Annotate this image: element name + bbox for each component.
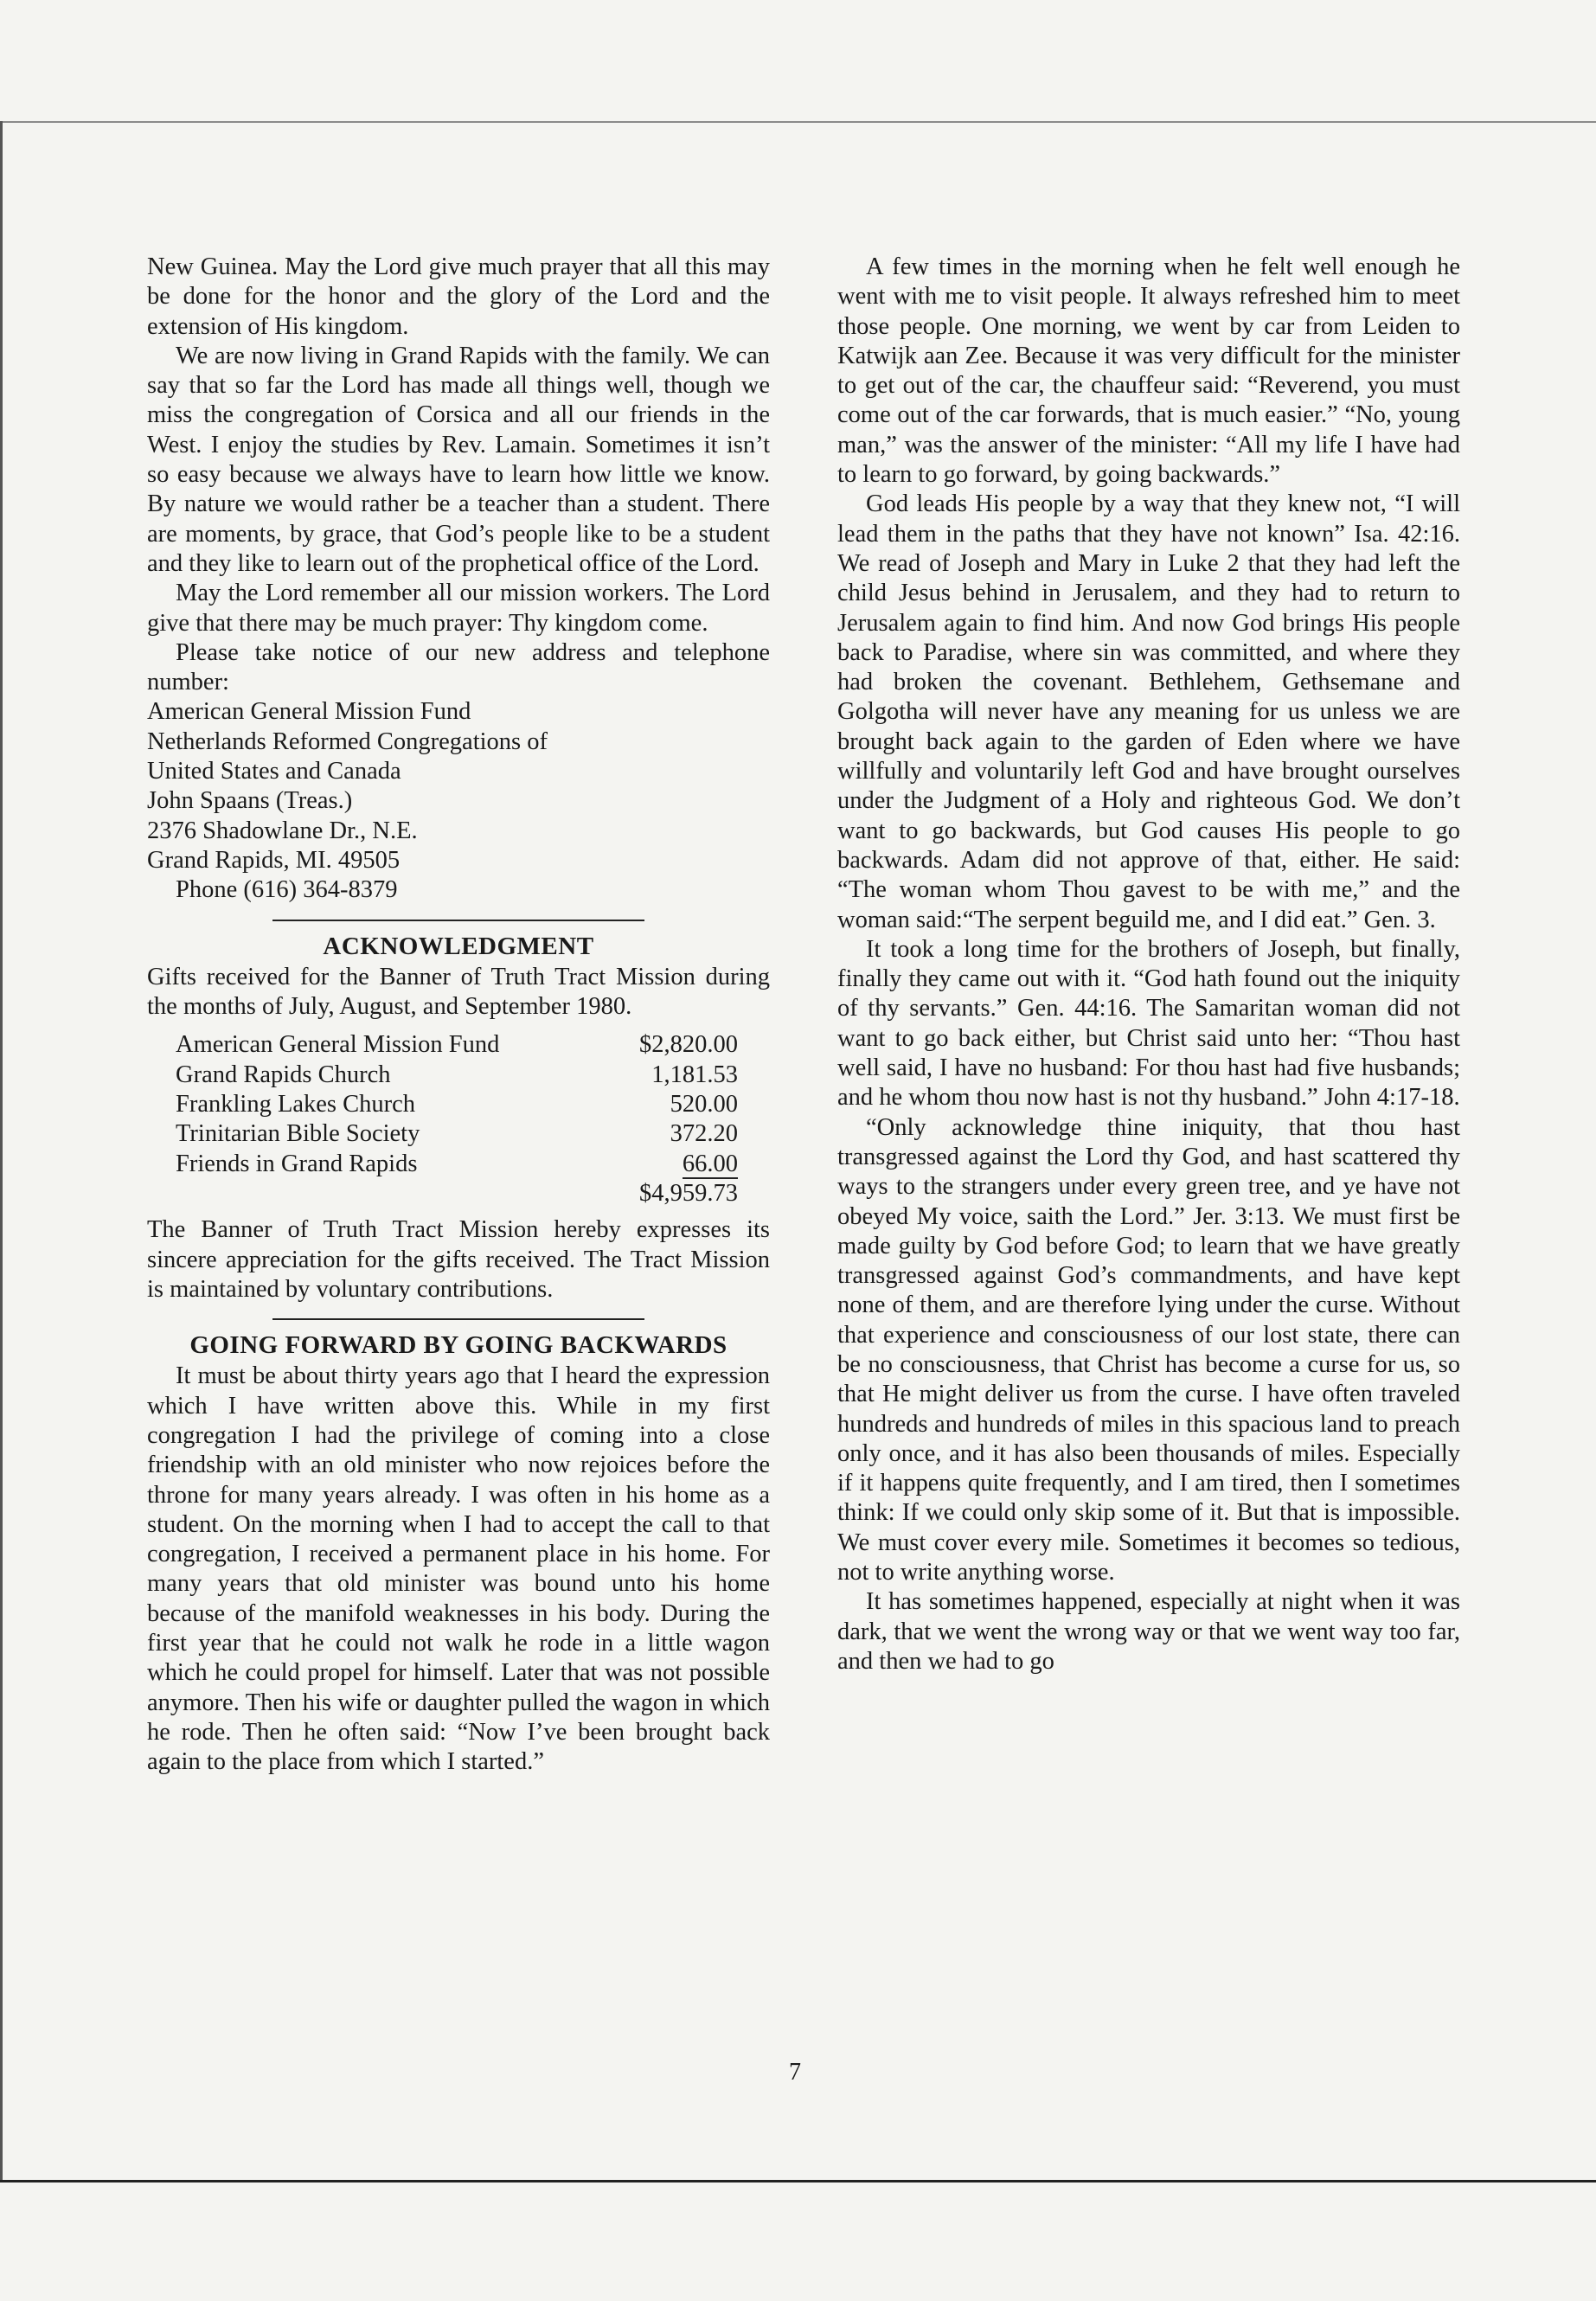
scan-edge-top (0, 121, 1596, 123)
gift-amount: 372.20 (670, 1120, 738, 1148)
right-para-4: “Only acknowledge thine iniquity, that thou hast transgressed against the Lord thy God, and hast scattered thy ways to the strangers under every green tree, and ye have not obeyed My voice, saith the Lord.” Jer. 3:13. We must first be made guilty by God before God; to learn that we have greatly transgressed against God’s commandments, and have kept none of them, and are therefore lying under the curse. Without that experience and consciousness of our lost state, there can be no consciousness, that Christ has become a curse for us, so that He might deliver us from the curse. I have often traveled hundreds and hundreds of miles in this spacious land to preach only once, and it has also been thousands of miles. Especially if it happens quite frequently, and I am tired, then I sometimes think: If we could only skip some of it. But that is impossible. We must cover every mile. Sometimes it becomes so tedious, not to write anything worse. (837, 1113, 1460, 1586)
gifts-table (176, 1030, 738, 1208)
page-number: 7 (789, 2059, 801, 2086)
scan-edge-left (0, 121, 3, 2180)
address-line-3: United States and Canada (147, 758, 401, 785)
article-para-1: It must be about thirty years ago that I heard the expression which I have written above this. While in my first congregation I had the privilege of coming into a close friendship with an old minister who now rejoices before the throne for many years already. I was often in his home as a student. On the morning when I had to accept the call to that congregation, I received a permanent place in his home. For many years that old minister was bound unto his home because of the manifold weaknesses in his body. During the first year that he could not walk he rode in a little wagon which he could propel for himself. Later that was not possible anymore. Then his wife or daughter pulled the wagon in which he rode. Then he often said: “Now I’ve been brought back again to the place from which I started.” (147, 1362, 770, 1776)
right-para-5: It has sometimes happened, especially at night when it was dark, that we went the wrong way or that we went way too far, and then we had to go (837, 1588, 1460, 1675)
left-para-4: Please take notice of our new address and telephone number: (147, 638, 770, 696)
left-column (147, 253, 770, 1778)
gift-total-row (176, 1179, 738, 1208)
mailing-address (147, 697, 770, 905)
gift-row (176, 1119, 738, 1149)
article-heading: GOING FORWARD BY GOING BACKWARDS (189, 1331, 727, 1360)
gift-amount: 1,181.53 (651, 1061, 738, 1088)
gift-name: American General Mission Fund (176, 1031, 500, 1059)
gift-name: Frankling Lakes Church (176, 1091, 416, 1118)
address-line-1: American General Mission Fund (147, 698, 471, 726)
gift-row (176, 1061, 738, 1090)
address-line-4: John Spaans (Treas.) (147, 787, 353, 815)
acknowledgment-closing: The Banner of Truth Tract Mission hereby expresses its sincere appreciation for the gifts received. The Tract Mission is maintained by voluntary contributions. (147, 1216, 770, 1303)
left-para-3: May the Lord remember all our mission workers. The Lord give that there may be much prayer: Thy kingdom come. (147, 580, 770, 637)
gift-amount: 520.00 (670, 1091, 738, 1118)
phone-number: Phone (616) 364-8379 (176, 876, 398, 904)
address-line-5: 2376 Shadowlane Dr., N.E. (147, 817, 418, 844)
scan-edge-bottom (0, 2180, 1596, 2182)
right-column (837, 253, 1460, 1676)
right-para-1: A few times in the morning when he felt well enough he went with me to visit people. It always refreshed him to meet those people. One morning, we went by car from Leiden to Katwijk aan Zee. Because it was very difficult for the minister to get out of the car, the chauffeur said: “Reverend, you must come out of the car forwards, that is much easier.” “No, young man,” was the answer of the minister: “All my life I have had to learn to go forward, by going backwards.” (837, 253, 1460, 489)
acknowledgment-intro: Gifts received for the Banner of Truth Tract Mission during the months of July, August, and September 1980. (147, 963, 770, 1021)
gift-row (176, 1090, 738, 1119)
gift-name: Trinitarian Bible Society (176, 1120, 420, 1148)
left-para-1: New Guinea. May the Lord give much prayer that all this may be done for the honor and the glory of the Lord and the extension of His kingdom. (147, 253, 770, 340)
gift-amount: 66.00 (682, 1150, 738, 1177)
address-line-2: Netherlands Reformed Congregations of (147, 727, 548, 755)
address-line-6: Grand Rapids, MI. 49505 (147, 846, 401, 874)
gift-total: $4,959.73 (639, 1179, 738, 1207)
gift-row (176, 1150, 738, 1179)
right-para-3: It took a long time for the brothers of Joseph, but finally, finally they came out with it. “God hath found out the iniquity of thy servants.” Gen. 44:16. The Samaritan woman did not want to go back either, but Christ said unto her: “Thou hast well said, I have no husband: For thou hast had five husbands; and he whom thou now hast is not thy husband.” John 4:17-18. (837, 935, 1460, 1112)
gift-name: Friends in Grand Rapids (176, 1150, 418, 1177)
gift-row (176, 1030, 738, 1060)
gift-amount: $2,820.00 (639, 1031, 738, 1059)
acknowledgment-heading: ACKNOWLEDGMENT (323, 932, 594, 960)
right-para-2: God leads His people by a way that they knew not, “I will lead them in the paths that they have not known” Isa. 42:16. We read of Joseph and Mary in Luke 2 that they had left the child Jesus behind in Jerusalem, and they had to return to Jerusalem again to find him. And now God brings His people back to Paradise, where sin was committed, and where they had broken the covenant. Bethlehem, Gethsemane and Golgotha will never have any meaning for us unless we are brought back again to the garden of Eden where we have willfully and voluntarily left God and have brought ourselves under the Judgment of a Holy and righteous God. We don’t want to go backwards, but God causes His people to go backwards. Adam did not approve of that, either. He said: “The woman whom Thou gavest to be with me,” and the woman said:“The serpent beguild me, and I did eat.” Gen. 3. (837, 490, 1460, 933)
section-divider (272, 920, 644, 921)
section-divider (272, 1318, 644, 1320)
left-para-2: We are now living in Grand Rapids with the family. We can say that so far the Lord has made all things well, though we miss the congregation of Corsica and all our friends in the West. I enjoy the studies by Rev. Lamain. Sometimes it isn’t so easy because we always have to learn how little we know. By nature we would rather be a teacher than a student. There are moments, by grace, that God’s people like to be a student and they like to learn out of the prophetical office of the Lord. (147, 342, 770, 577)
gift-name: Grand Rapids Church (176, 1061, 391, 1088)
